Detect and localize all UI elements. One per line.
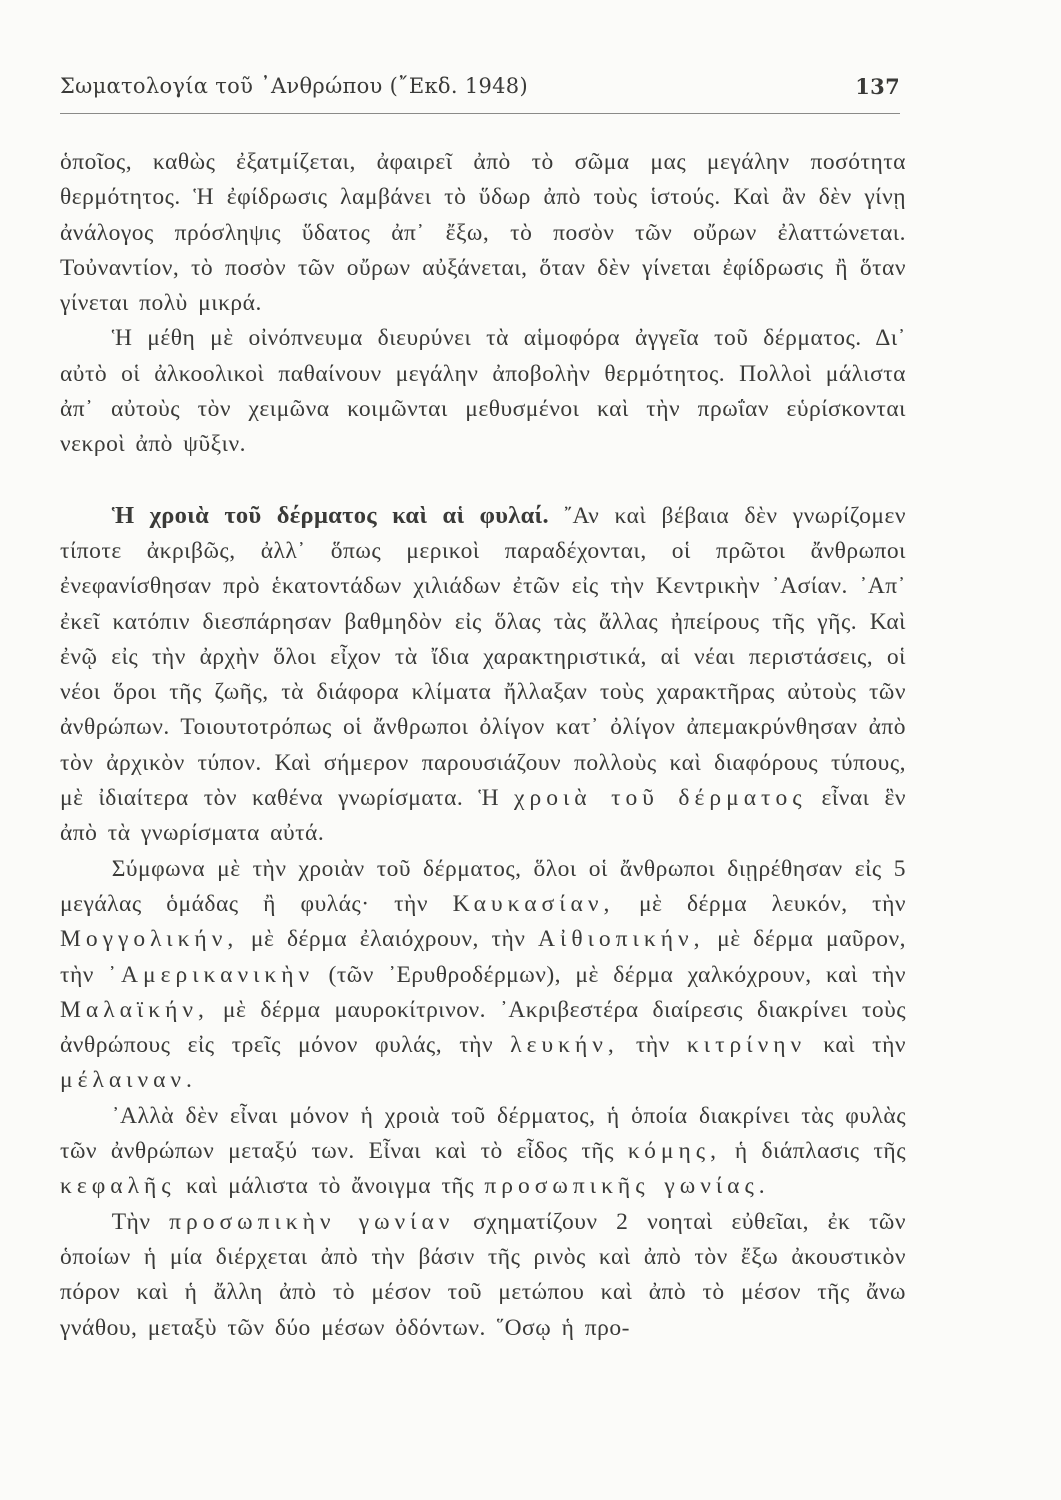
paragraph-text: (τῶν ᾿Ερυθροδέρμων), μὲ δέρμα χαλκόχρουν, καὶ τὴν — [328, 961, 906, 988]
paragraph-text: σχηματίζουν 2 νοηταὶ εὐθεῖαι, ἐκ τῶν ὁποίων ἡ μία διέρχεται ἀπὸ τὴν βάσιν τῆς ρινὸς καὶ ἀπὸ τὸν ἔξω ἀκουστικὸν πόρον καὶ ἡ ἄλλη ἀπὸ τὸ μέσον τοῦ μετώπου καὶ ἀπὸ τὸ μέσον τῆς ἄνω γνάθου, μεταξὺ τῶν δύο μέσων ὀδόντων. ῞Οσῳ ἡ προ- — [60, 1208, 906, 1341]
spaced-term: κιτρίνην — [686, 1032, 807, 1059]
paragraph-text: μὲ δέρμα λευκόν, τὴν — [638, 890, 907, 917]
spaced-term: ᾿Αμερικανικὴν — [108, 961, 315, 988]
page-body — [60, 145, 906, 1346]
spaced-term: κεφαλῆς — [60, 1173, 176, 1200]
paragraph-text: καὶ τὴν — [823, 1032, 907, 1059]
spaced-term: προσωπικῆς γωνίας. — [484, 1173, 770, 1200]
section-heading: Ἡ χροιὰ τοῦ δέρματος καὶ αἱ φυλαί. — [111, 501, 549, 529]
paragraph-evaporation — [60, 145, 906, 321]
paragraph-text: ὁποῖος, καθὼς ἐξατμίζεται, ἀφαιρεῖ ἀπὸ τὸ σῶμα μας μεγάλην ποσότητα θερμότητος. Ἡ ἐφίδρωσις λαμβάνει τὸ ὕδωρ ἀπὸ τοὺς ἱστούς. Καὶ ἂν δὲν γίνῃ ἀνάλογος πρόσληψις ὕδατος ἀπ᾿ ἔξω, τὸ ποσὸν τῶν οὔρων ἐλαττώνεται. Τοὐναντίον, τὸ ποσὸν τῶν οὔρων αὐξάνεται, ὅταν δὲν γίνεται ἐφίδρωσις ἢ ὅταν γίνεται πολὺ μικρά. — [60, 149, 906, 317]
paragraph-text: Τὴν — [111, 1208, 151, 1235]
paragraph-text: εἶναι ἓν ἀπὸ τὰ γνωρίσματα αὐτά. — [60, 785, 906, 847]
spaced-term: Μογγολικήν, — [60, 926, 239, 953]
paragraph-text: μὲ δέρμα μαυροκίτρινον. ᾿Ακριβεστέρα διαίρεσις διακρίνει τοὺς ἀνθρώπους εἰς τρεῖς μόνον φυλάς, τὴν — [60, 996, 907, 1059]
spaced-term: μέλαιναν. — [60, 1067, 197, 1094]
spaced-term: Αἰθιοπικήν, — [538, 926, 705, 953]
paragraph-features — [60, 1099, 906, 1205]
running-header — [60, 74, 900, 104]
paragraph-races — [60, 852, 906, 1099]
paragraph-text: μὲ δέρμα μαῦρον, τὴν — [60, 926, 906, 988]
spaced-term: Μαλαϊκήν, — [60, 996, 209, 1023]
spaced-term: χροιὰ τοῦ δέρματος — [514, 785, 807, 812]
header-rule — [60, 113, 900, 114]
paragraph-text: ᾿Αλλὰ δὲν εἶναι μόνον ἡ χροιὰ τοῦ δέρματος, ἡ ὁποία διακρίνει τὰς φυλὰς τῶν ἀνθρώπων μεταξύ των. Εἶναι καὶ τὸ εἶδος τῆς — [60, 1102, 906, 1165]
page-number: 137 — [855, 74, 900, 99]
spaced-term: κόμης, — [627, 1138, 721, 1165]
spaced-term: προσωπικὴν γωνίαν — [169, 1208, 455, 1235]
paragraph-text: Ἡ μέθη μὲ οἰνόπνευμα διευρύνει τὰ αἱμοφόρα ἀγγεῖα τοῦ δέρματος. Δι᾿ αὐτὸ οἱ ἀλκοολικοὶ παθαίνουν μεγάλην ἀποβολὴν θερμότητος. Πολλοὶ μάλιστα ἀπ᾿ αὐτοὺς τὸν χειμῶνα κοιμῶνται μεθυσμένοι καὶ τὴν πρωΐαν εὑρίσκονται νεκροὶ ἀπὸ ψῦξιν. — [60, 325, 906, 458]
spaced-term: λευκήν, — [510, 1032, 619, 1059]
running-title: Σωματολογία τοῦ ᾿Ανθρώπου (῎Εκδ. 1948) — [60, 74, 528, 98]
paragraph-text: Σύμφωνα μὲ τὴν χροιὰν τοῦ δέρματος, ὅλοι οἱ ἄνθρωποι διῃρέθησαν εἰς 5 μεγάλας ὁμάδας ἢ φυλάς· τὴν — [60, 855, 906, 917]
spaced-term: Καυκασίαν, — [452, 890, 615, 917]
paragraph-skin-color — [60, 498, 906, 852]
paragraph-alcohol — [60, 321, 906, 462]
paragraph-text: τὴν — [635, 1032, 670, 1059]
paragraph-text: ῎Αν καὶ βέβαια δὲν γνωρίζομεν τίποτε ἀκριβῶς, ἀλλ᾿ ὅπως μερικοὶ παραδέχονται, οἱ πρῶτοι ἄνθρωποι ἐνεφανίσθησαν πρὸ ἑκατοντάδων χιλιάδων ἐτῶν εἰς τὴν Κεντρικὴν ᾿Ασίαν. ᾿Απ᾿ ἐκεῖ κατόπιν διεσπάρησαν βαθμηδὸν εἰς ὅλας τὰς ἄλλας ἠπείρους τῆς γῆς. Καὶ ἐνῷ εἰς τὴν ἀρχὴν ὅλοι εἶχον τὰ ἴδια χαρακτηριστικά, αἱ νέαι περιστάσεις, οἱ νέοι ὅροι τῆς ζωῆς, τὰ διάφορα κλίματα ἤλλαξαν τοὺς χαρακτῆρας αὐτοὺς τῶν ἀνθρώπων. Τοιουτοτρόπως οἱ ἄνθρωποι ὀλίγον κατ᾿ ὀλίγον ἀπεμακρύνθησαν ἀπὸ τὸν ἀρχικὸν τύπον. Καὶ σήμερον παρουσιάζουν πολλοὺς καὶ διαφόρους τύπους, μὲ ἰδιαίτερα τὸν καθένα γνωρίσματα. Ἡ — [60, 502, 906, 812]
paragraph-facial-angle — [60, 1205, 906, 1346]
paragraph-text: καὶ μάλιστα τὸ ἄνοιγμα τῆς — [185, 1173, 475, 1200]
paragraph-text: μὲ δέρμα ἐλαιόχρουν, τὴν — [250, 926, 526, 953]
paragraph-text: ἡ διάπλασις τῆς — [734, 1138, 907, 1165]
